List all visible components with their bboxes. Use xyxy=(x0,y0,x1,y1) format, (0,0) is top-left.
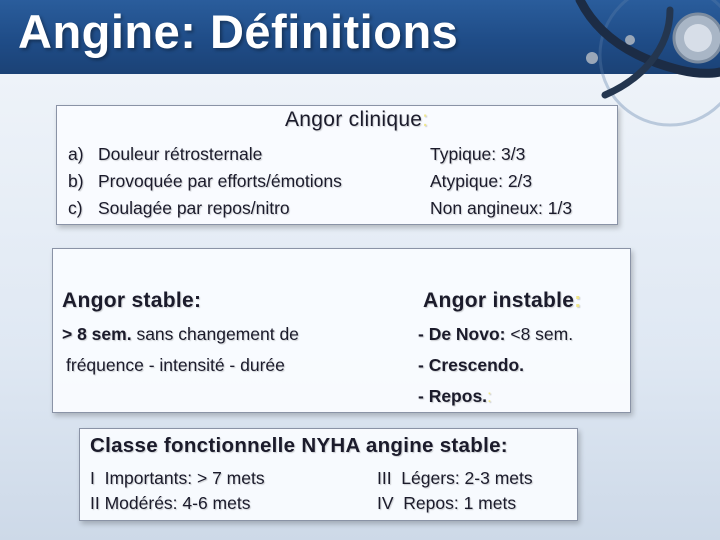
nyha-class-2: II Modérés: 4-6 mets xyxy=(90,493,251,513)
nyha-class-1: I Importants: > 7 mets xyxy=(90,468,265,488)
unstable-item-detail: <8 sem. xyxy=(505,324,574,344)
criteria-item xyxy=(68,171,342,192)
unstable-heading-text: Angor instable xyxy=(423,289,575,312)
classification-atypical: Atypique: 2/3 xyxy=(430,171,533,191)
criteria-letter: c) xyxy=(68,198,83,218)
stable-angina-heading: Angor stable: xyxy=(62,289,202,312)
unstable-item-label: - Repos. xyxy=(418,386,488,406)
stable-angina-line2: fréquence - intensité - durée xyxy=(66,355,285,375)
clinical-heading-text: Angor clinique xyxy=(285,108,423,131)
unstable-heading-colon: : xyxy=(574,289,582,312)
classification-non-anginal: Non angineux: 1/3 xyxy=(430,198,573,218)
criteria-text: Douleur rétrosternale xyxy=(98,144,263,164)
nyha-class-3: III Légers: 2-3 mets xyxy=(377,468,533,488)
criteria-item xyxy=(68,198,290,219)
unstable-trailing-colon: : xyxy=(487,386,492,406)
clinical-heading-colon: : xyxy=(422,108,429,131)
stable-duration: > 8 sem. xyxy=(62,324,132,344)
clinical-angina-heading xyxy=(285,108,428,132)
criteria-text: Soulagée par repos/nitro xyxy=(98,198,290,218)
unstable-item xyxy=(418,324,573,345)
unstable-item-label: - De Novo: xyxy=(418,324,506,344)
stable-line1-text: sans changement de xyxy=(131,324,299,344)
criteria-item xyxy=(68,144,262,165)
criteria-letter: b) xyxy=(68,171,84,191)
unstable-item xyxy=(418,386,492,407)
page-title: Angine: Définitions xyxy=(18,5,459,58)
criteria-letter: a) xyxy=(68,144,84,164)
criteria-text: Provoquée par efforts/émotions xyxy=(98,171,342,191)
stable-angina-line1 xyxy=(62,324,299,345)
unstable-angina-heading xyxy=(423,289,582,313)
nyha-class-4: IV Repos: 1 mets xyxy=(377,493,517,513)
nyha-heading: Classe fonctionnelle NYHA angine stable: xyxy=(90,434,508,457)
unstable-item: - Crescendo. xyxy=(418,355,524,375)
classification-typical: Typique: 3/3 xyxy=(430,144,526,164)
